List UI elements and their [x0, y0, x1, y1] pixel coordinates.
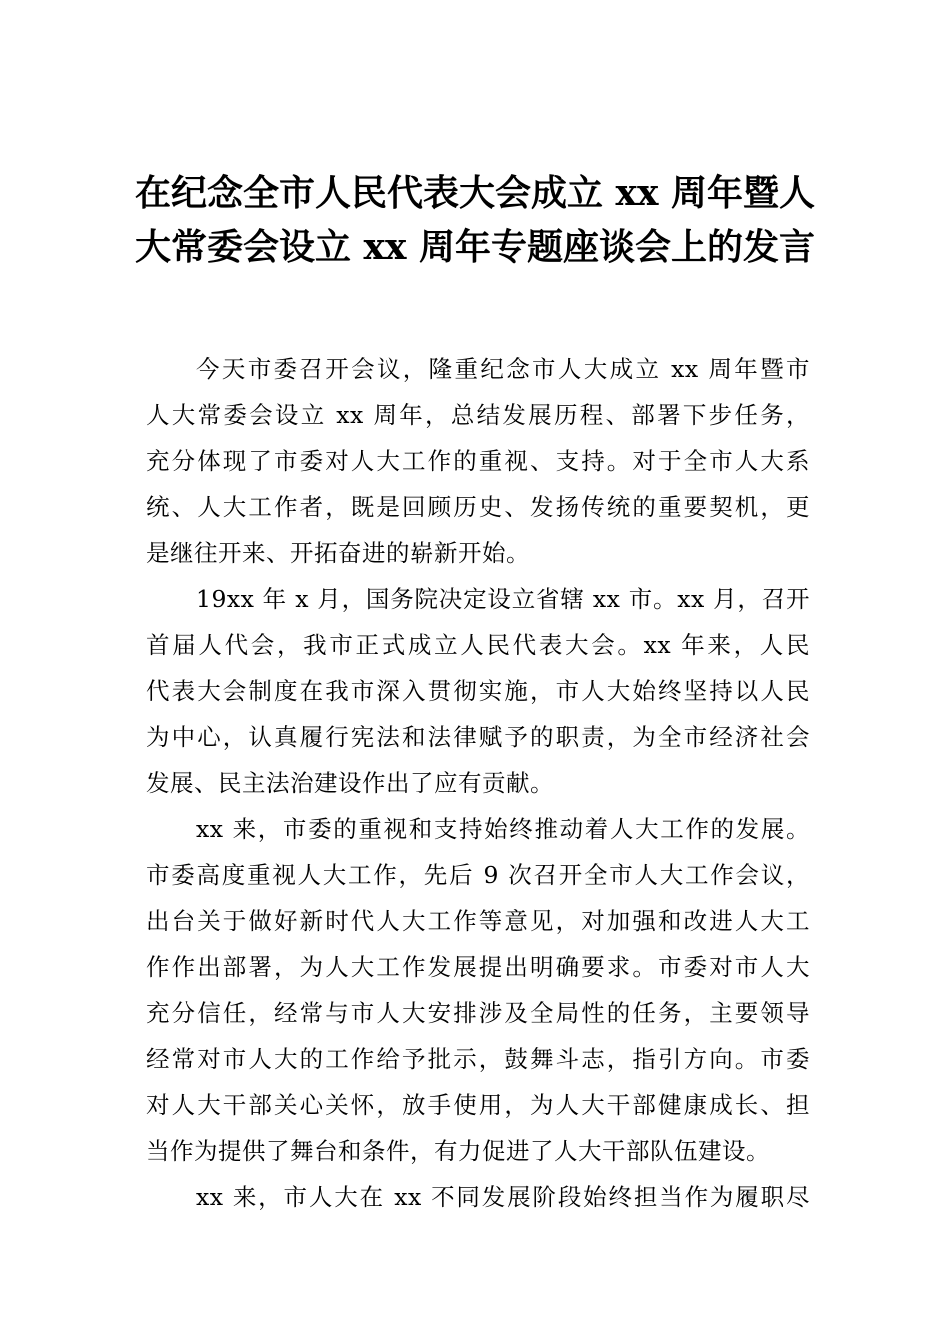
- document-body: [146, 346, 810, 1220]
- text-line: 首届人代会，我市正式成立人民代表大会。xx 年来，人民: [146, 631, 810, 659]
- text-line: 19xx 年 x 月，国务院决定设立省辖 xx 市。xx 月，召开: [196, 585, 810, 613]
- text-line: xx 来，市人大在 xx 不同发展阶段始终担当作为履职尽: [196, 1183, 810, 1211]
- document-title: [120, 166, 830, 274]
- text-line: 对人大干部关心关怀，放手使用，为人大干部健康成长、担: [146, 1091, 810, 1119]
- text-line: 充分信任，经常与市人大安排涉及全局性的任务，主要领导: [146, 999, 810, 1027]
- paragraph-1: [146, 346, 810, 576]
- text-line: 出台关于做好新时代人大工作等意见，对加强和改进人大工: [146, 907, 810, 935]
- text-line: 今天市委召开会议，隆重纪念市人大成立 xx 周年暨市: [196, 355, 810, 383]
- text-line: 当作为提供了舞台和条件，有力促进了人大干部队伍建设。: [146, 1137, 770, 1165]
- text-line: 是继往开来、开拓奋进的崭新开始。: [146, 539, 530, 567]
- paragraph-3: [146, 806, 810, 1174]
- text-line: 为中心，认真履行宪法和法律赋予的职责，为全市经济社会: [146, 723, 810, 751]
- text-line: 市委高度重视人大工作，先后 9 次召开全市人大工作会议，: [146, 861, 810, 889]
- paragraph-4: [146, 1174, 810, 1220]
- title-line: 大常委会设立 xx 周年专题座谈会上的发言: [135, 226, 815, 268]
- text-line: 充分体现了市委对人大工作的重视、支持。对于全市人大系: [146, 447, 810, 475]
- text-line: 统、人大工作者，既是回顾历史、发扬传统的重要契机，更: [146, 493, 810, 521]
- text-line: xx 来，市委的重视和支持始终推动着人大工作的发展。: [196, 815, 810, 843]
- text-line: 经常对市人大的工作给予批示，鼓舞斗志，指引方向。市委: [146, 1045, 810, 1073]
- text-line: 作作出部署，为人大工作发展提出明确要求。市委对市人大: [146, 953, 810, 981]
- text-line: 代表大会制度在我市深入贯彻实施，市人大始终坚持以人民: [146, 677, 810, 705]
- text-line: 人大常委会设立 xx 周年，总结发展历程、部署下步任务，: [146, 401, 810, 429]
- paragraph-2: [146, 576, 810, 806]
- title-line: 在纪念全市人民代表大会成立 xx 周年暨人: [135, 172, 815, 214]
- text-line: 发展、民主法治建设作出了应有贡献。: [146, 769, 554, 797]
